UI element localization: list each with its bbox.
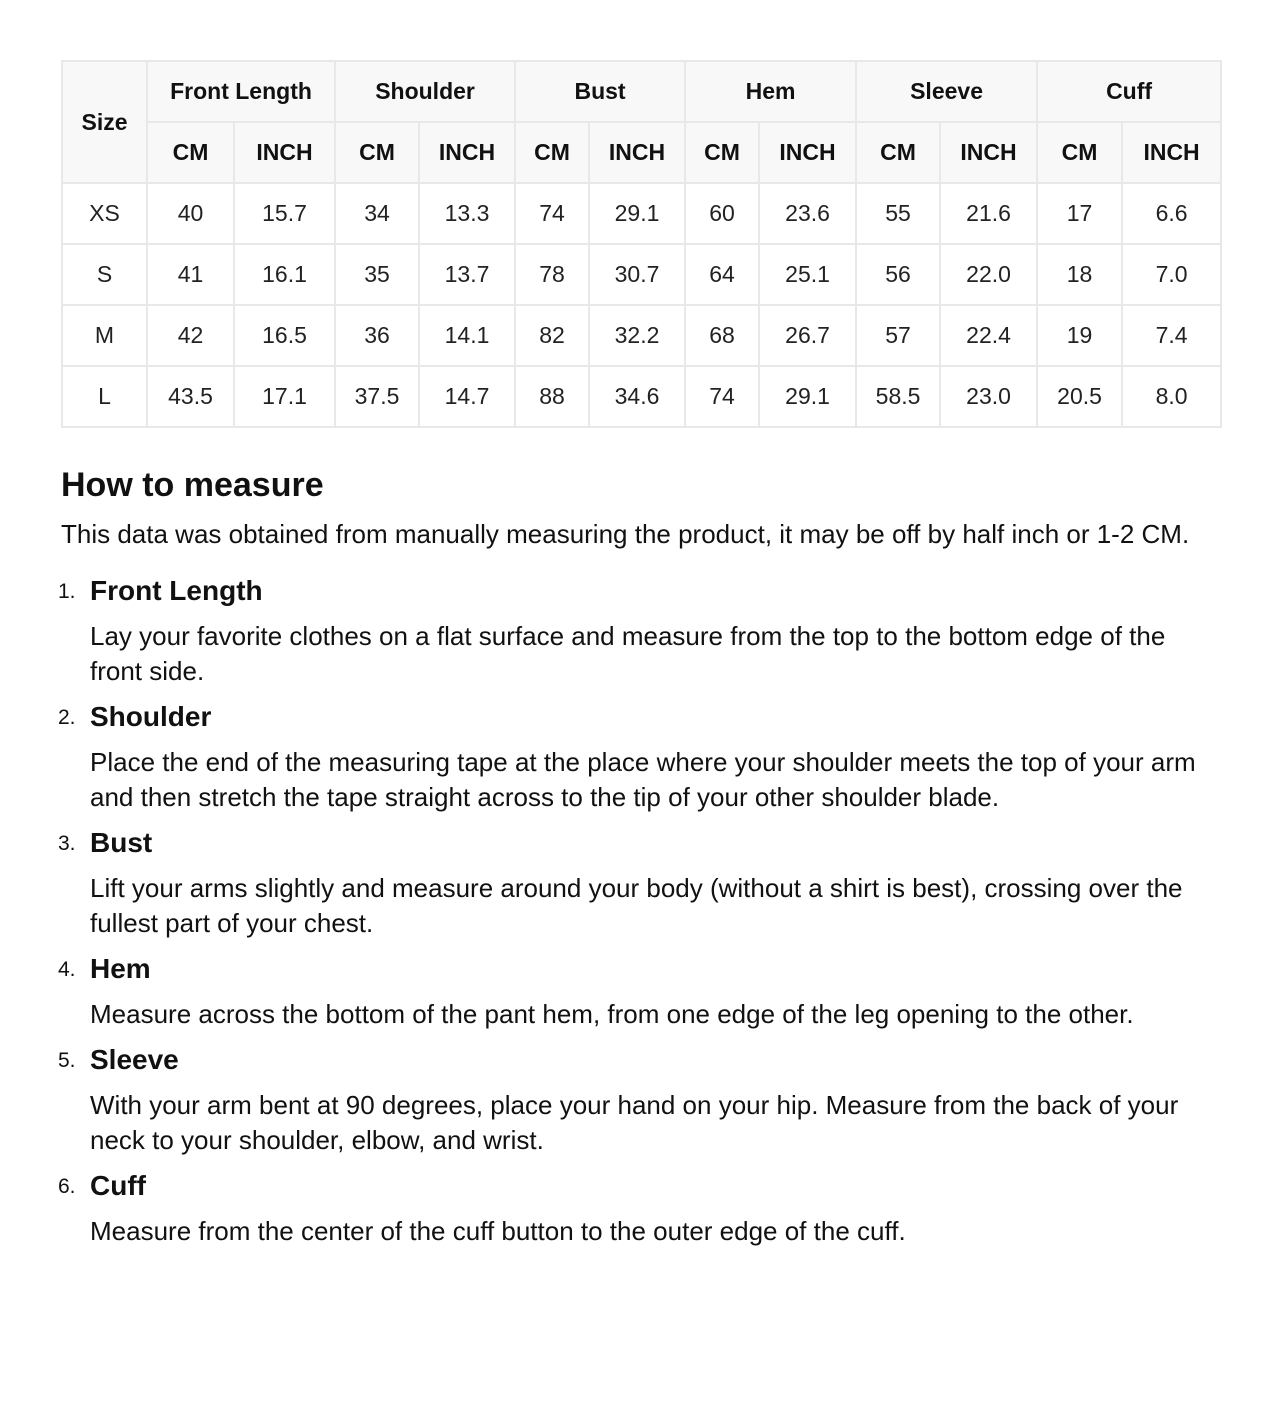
value-cell: 74 — [515, 183, 589, 244]
value-cell: 7.0 — [1122, 244, 1221, 305]
value-cell: 19 — [1037, 305, 1122, 366]
value-cell: 20.5 — [1037, 366, 1122, 427]
step-number: 4. — [58, 958, 76, 981]
value-cell: 22.4 — [940, 305, 1037, 366]
unit-header-inch: INCH — [589, 122, 685, 183]
list-item — [58, 700, 1220, 815]
list-item — [58, 1043, 1220, 1158]
unit-header-cm: CM — [335, 122, 419, 183]
value-cell: 13.3 — [419, 183, 515, 244]
value-cell: 88 — [515, 366, 589, 427]
value-cell: 17.1 — [234, 366, 335, 427]
value-cell: 6.6 — [1122, 183, 1221, 244]
step-title: Bust — [90, 827, 153, 858]
step-title: Hem — [90, 953, 151, 984]
table-row — [62, 305, 1221, 366]
table-body — [62, 183, 1221, 427]
value-cell: 22.0 — [940, 244, 1037, 305]
size-cell: L — [62, 366, 147, 427]
step-description: Place the end of the measuring tape at the place where your shoulder meets the top of your arm and then stretch the tape straight across to the tip of your other shoulder blade. — [90, 747, 1196, 812]
group-header-cuff: Cuff — [1037, 61, 1221, 122]
step-description: Lay your favorite clothes on a flat surface and measure from the top to the bottom edge of the front side. — [90, 621, 1166, 686]
unit-header-inch: INCH — [1122, 122, 1221, 183]
value-cell: 7.4 — [1122, 305, 1221, 366]
step-number: 3. — [58, 832, 76, 855]
unit-header-cm: CM — [515, 122, 589, 183]
unit-header-inch: INCH — [234, 122, 335, 183]
step-title: Shoulder — [90, 701, 212, 732]
step-description: With your arm bent at 90 degrees, place your hand on your hip. Measure from the back of your neck to your shoulder, elbow, and wrist. — [90, 1090, 1179, 1155]
value-cell: 40 — [147, 183, 234, 244]
value-cell: 30.7 — [589, 244, 685, 305]
unit-header-cm: CM — [147, 122, 234, 183]
size-chart-table — [61, 60, 1222, 428]
value-cell: 16.5 — [234, 305, 335, 366]
value-cell: 13.7 — [419, 244, 515, 305]
value-cell: 15.7 — [234, 183, 335, 244]
table-header-row-units — [62, 122, 1221, 183]
value-cell: 14.1 — [419, 305, 515, 366]
value-cell: 34.6 — [589, 366, 685, 427]
value-cell: 68 — [685, 305, 759, 366]
value-cell: 36 — [335, 305, 419, 366]
size-column-header: Size — [62, 61, 147, 183]
step-number: 5. — [58, 1049, 76, 1072]
measurement-steps-list — [58, 574, 1220, 1249]
value-cell: 34 — [335, 183, 419, 244]
value-cell: 32.2 — [589, 305, 685, 366]
unit-header-inch: INCH — [419, 122, 515, 183]
unit-header-cm: CM — [685, 122, 759, 183]
value-cell: 25.1 — [759, 244, 856, 305]
group-header-shoulder: Shoulder — [335, 61, 515, 122]
table-header — [62, 61, 1221, 183]
step-title: Sleeve — [90, 1044, 179, 1075]
size-cell: M — [62, 305, 147, 366]
step-number: 1. — [58, 580, 76, 603]
unit-header-cm: CM — [1037, 122, 1122, 183]
step-number: 2. — [58, 706, 76, 729]
list-item — [58, 952, 1220, 1032]
list-item — [58, 574, 1220, 689]
value-cell: 17 — [1037, 183, 1122, 244]
value-cell: 16.1 — [234, 244, 335, 305]
value-cell: 23.0 — [940, 366, 1037, 427]
size-cell: XS — [62, 183, 147, 244]
value-cell: 26.7 — [759, 305, 856, 366]
value-cell: 35 — [335, 244, 419, 305]
value-cell: 57 — [856, 305, 940, 366]
list-item — [58, 1169, 1220, 1249]
value-cell: 58.5 — [856, 366, 940, 427]
value-cell: 29.1 — [589, 183, 685, 244]
step-number: 6. — [58, 1175, 76, 1198]
group-header-bust: Bust — [515, 61, 685, 122]
value-cell: 78 — [515, 244, 589, 305]
value-cell: 21.6 — [940, 183, 1037, 244]
value-cell: 8.0 — [1122, 366, 1221, 427]
unit-header-cm: CM — [856, 122, 940, 183]
value-cell: 55 — [856, 183, 940, 244]
step-title: Front Length — [90, 575, 263, 606]
table-row — [62, 183, 1221, 244]
value-cell: 41 — [147, 244, 234, 305]
unit-header-inch: INCH — [940, 122, 1037, 183]
value-cell: 56 — [856, 244, 940, 305]
section-title: How to measure — [61, 466, 324, 504]
table-row — [62, 244, 1221, 305]
group-header-front-length: Front Length — [147, 61, 335, 122]
step-description: Measure from the center of the cuff button to the outer edge of the cuff. — [90, 1216, 906, 1246]
size-cell: S — [62, 244, 147, 305]
value-cell: 23.6 — [759, 183, 856, 244]
value-cell: 14.7 — [419, 366, 515, 427]
step-title: Cuff — [90, 1170, 146, 1201]
value-cell: 37.5 — [335, 366, 419, 427]
table-header-row-groups — [62, 61, 1221, 122]
group-header-hem: Hem — [685, 61, 856, 122]
value-cell: 29.1 — [759, 366, 856, 427]
value-cell: 42 — [147, 305, 234, 366]
intro-text: This data was obtained from manually measuring the product, it may be off by half inch or 1-2 CM. — [61, 519, 1190, 549]
how-to-measure-section — [58, 466, 1220, 1249]
step-description: Lift your arms slightly and measure around your body (without a shirt is best), crossing over the fullest part of your chest. — [90, 873, 1183, 938]
value-cell: 60 — [685, 183, 759, 244]
step-description: Measure across the bottom of the pant hem, from one edge of the leg opening to the other. — [90, 999, 1134, 1029]
group-header-sleeve: Sleeve — [856, 61, 1037, 122]
list-item — [58, 826, 1220, 941]
value-cell: 82 — [515, 305, 589, 366]
value-cell: 18 — [1037, 244, 1122, 305]
value-cell: 74 — [685, 366, 759, 427]
table-row — [62, 366, 1221, 427]
unit-header-inch: INCH — [759, 122, 856, 183]
value-cell: 64 — [685, 244, 759, 305]
value-cell: 43.5 — [147, 366, 234, 427]
